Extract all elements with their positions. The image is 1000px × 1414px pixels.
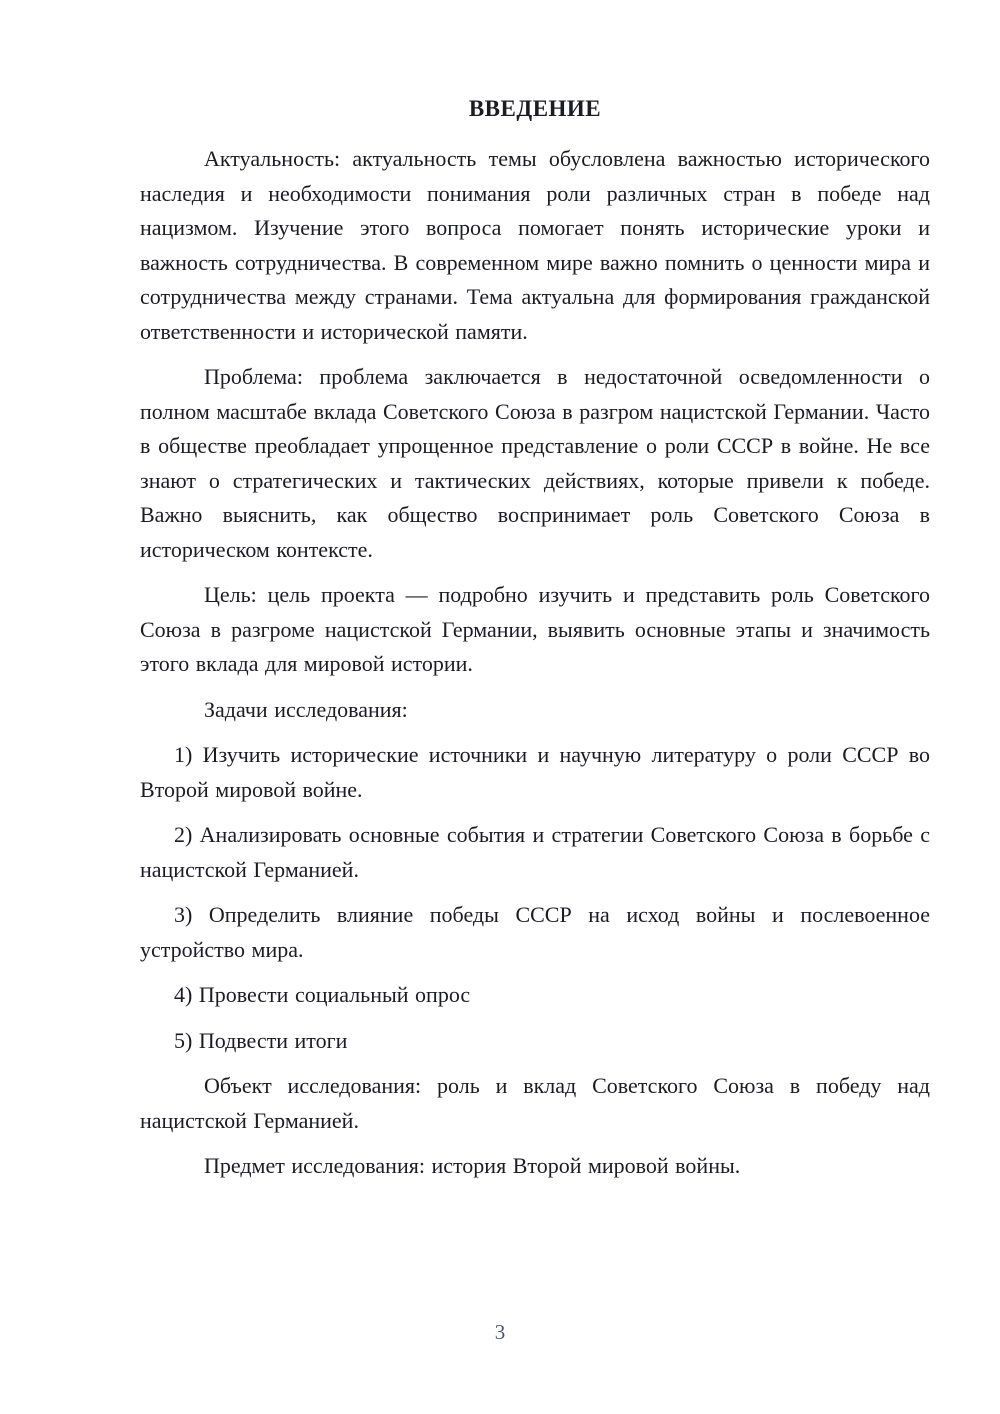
page-title: ВВЕДЕНИЕ (468, 96, 602, 121)
paragraph-predmet: Предмет исследования: история Второй мировой войны. (204, 1153, 741, 1178)
list-item-5: 5) Подвести итоги (174, 1027, 348, 1053)
paragraph-problema: Проблема: проблема заключается в недостаточной осведомленности о полном масштабе вклада Советского Союза в разгром нацистской Германии. Часто в обществе преобладает упрощенное представление о роли СССР в войне. Не все знают о стратегических и тактических действиях, которые привели к победе. Важно выяснить, как общество воспринимает роль Советского Союза в историческом контексте. (140, 364, 930, 562)
list-item-1: 1) Изучить исторические источники и научную литературу о роли СССР во Второй мировой войне. (140, 742, 930, 802)
list-item-4: 4) Провести социальный опрос (174, 982, 471, 1007)
paragraph-obyekt: Объект исследования: роль и вклад Советского Союза в победу над нацистской Германией. (140, 1073, 930, 1133)
paragraph-aktualnost: Актуальность: актуальность темы обусловлена важностью исторического наследия и необходимости понимания роли различных стран в победе над нацизмом. Изучение этого вопроса помогает понять исторические уроки и важность сотрудничества. В современном мире важно помнить о ценности мира и сотрудничества между странами. Тема актуальна для формирования гражданской ответственности и исторической памяти. (140, 146, 930, 344)
paragraph-zadachi-heading: Задачи исследования: (204, 696, 408, 722)
list-item-2: 2) Анализировать основные события и стратегии Советского Союза в борьбе с нацистской Германией. (140, 822, 930, 882)
paragraph-tsel: Цель: цель проекта — подробно изучить и представить роль Советского Союза в разгроме нацистской Германии, выявить основные этапы и значимость этого вклада для мировой истории. (140, 582, 930, 676)
page-number: 3 (494, 1320, 506, 1344)
list-item-3: 3) Определить влияние победы СССР на исход войны и послевоенное устройство мира. (140, 902, 930, 962)
